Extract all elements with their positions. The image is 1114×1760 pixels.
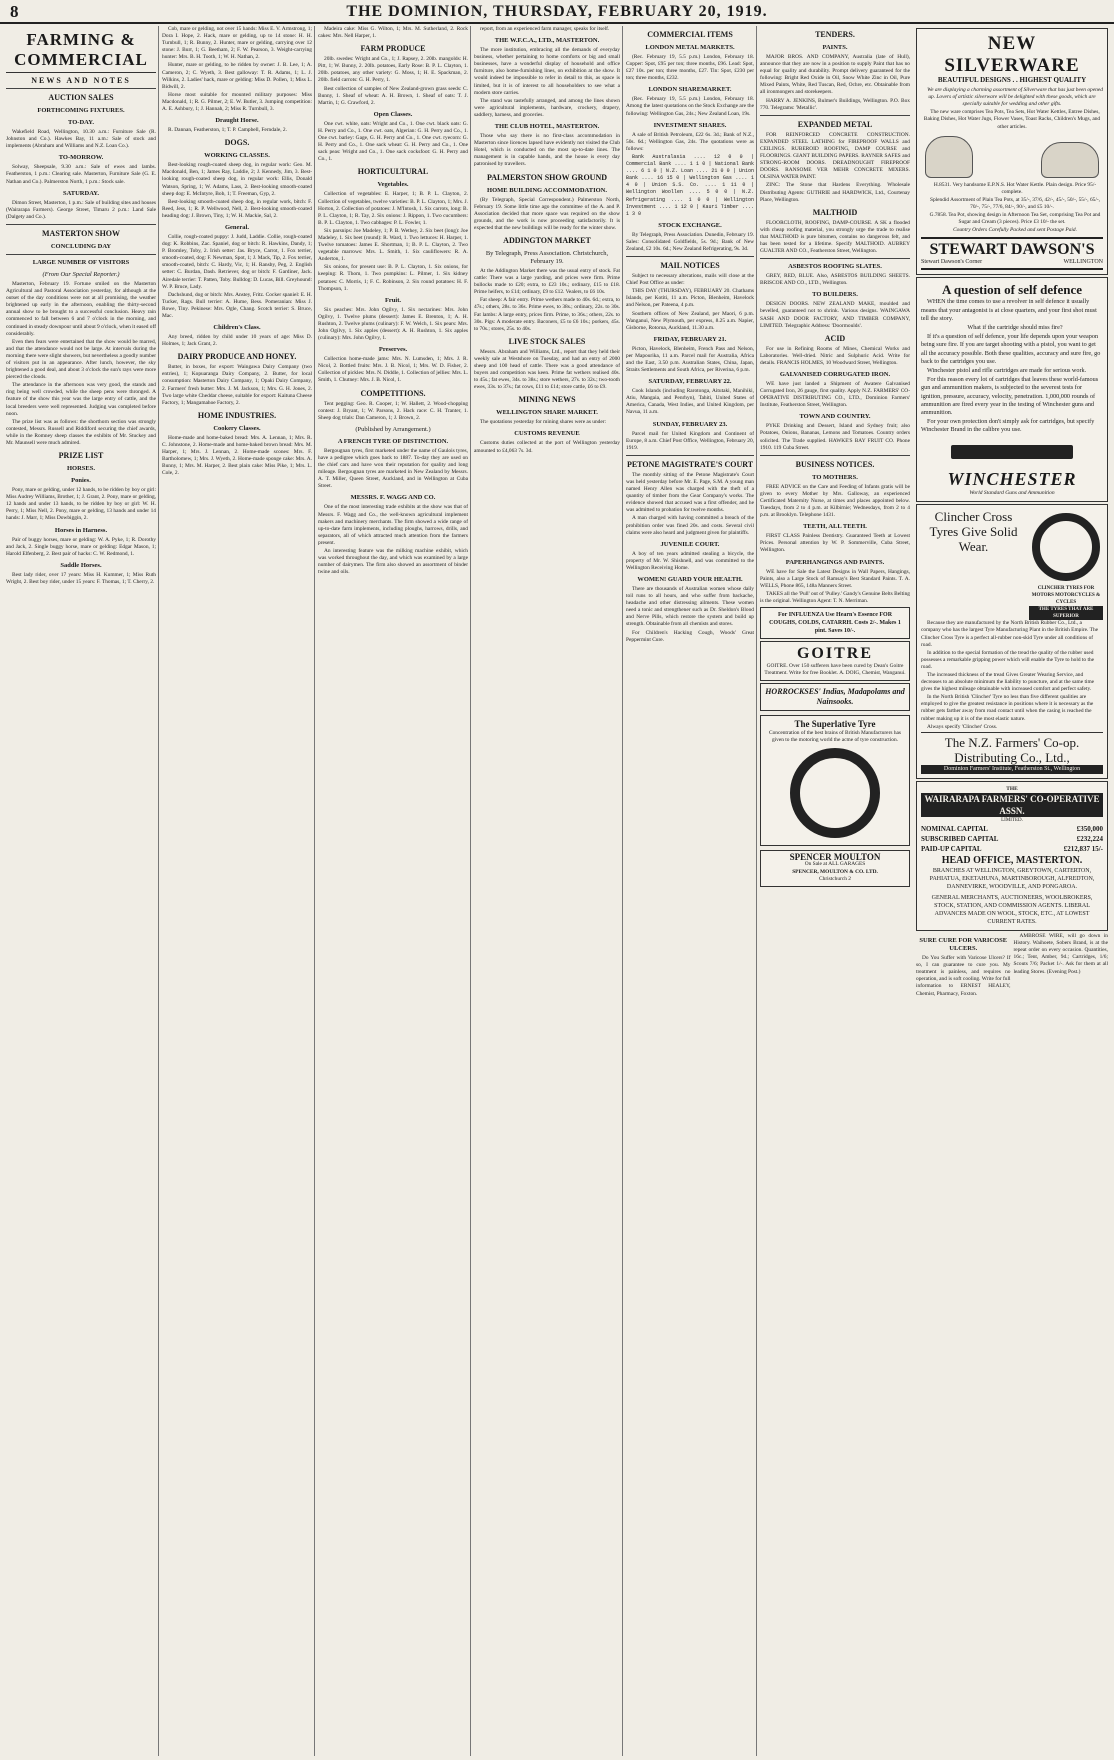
article-paragraph: Any breed, ridden by child under 10 years of age: Miss D. Holmes, 1; Jack Grant, 2. — [162, 334, 312, 348]
dairy-heading: DAIRY PRODUCE AND HONEY. — [177, 352, 297, 362]
ad-text: We are displaying a charming assortment of Silverware that has just been opened up. Lovers of artistic silverware will be delighted with these goods, which are specially suitable for wedding and other gifts. — [927, 87, 1103, 108]
article-paragraph: The prize list was as follows: the shorthorn section was strongly contested, Messrs. Russell and Riddiford securing the chief awards, while in the Romney sheep classes the exhibits of Mr. Stuckey and Mr. Maunsell were much admired. — [6, 418, 156, 446]
ad-text: H.8531. Very handsome E.P.N.S. Hot Water Kettle. Plain design. Price 95/- complete. — [933, 181, 1097, 195]
ad-text: The increased thickness of the tread Gives Greater Wearing Service, and decreases to an absolute minimum the liability to puncture, and at the same time gives the highest mileage obtainable with increased comfort and perfect safety. — [921, 671, 1095, 693]
spencer-sale: On Sale at ALL GARAGES — [804, 861, 866, 868]
ad-text: Because they are manufactured by the North British Rubber Co., Ltd., a company who has the largest Tyre Manufacturing Plant in the British Empire. The Clincher Cross Tyre is a perfect all-rubber non-skid Tyre under all conditions of road. — [921, 620, 1099, 648]
article-paragraph: The monthly sitting of the Petone Magistrate's Court was held yesterday before Mr. E. Page, S.M. A young man named Henry Allen was charged with the theft of a quantity of timber from the Gear Company's works. The evidence showed that accused was a first offender, and he was admitted to probation for twelve months. — [626, 471, 754, 514]
article-paragraph: 20lb. swedes: Wright and Co., 1; J. Rapsey, 2. 20lb. mangolds: H. Pitt, 1; W. Bunny, 2. 20lb. potatoes, Early Rose: B. P. L. Clayton, 1. 20lb. potatoes, any other variety: G. Moss, 1; H. E. Spackman, 2. 20lb. field carrots: G. H. Perry, 1. — [318, 56, 468, 84]
tenders-column — [760, 26, 910, 1754]
wfca-the: THE — [1006, 785, 1018, 792]
article-paragraph: Masterton, February 19. Fortune smiled on the Masterton Agricultural and Pastoral Association yesterday, for although at the outset of the day conditions were not at all promising, the weather brightened up early in the afternoon, enabling the thirty-second annual show to be brought to a successful conclusion. Heavy rain commenced to fall between 6 and 7 o'clock in the morning, and continued in steady downpour until about 9 o'clock, when it eased off considerably. — [6, 280, 156, 337]
article-paragraph: A sale of British Petroleum, £22 6s. 3d.; Bank of N.Z., 50s. 6d.; Wellington Gas, 24s. The quotations were as follows: — [626, 131, 754, 152]
addington-byline: By Telegraph, Press Association. Christchurch, February 19. — [485, 249, 609, 265]
ad-text: Always specify 'Clincher' Cross. — [927, 723, 998, 730]
article-paragraph: Picton, Havelock, Blenheim, French Pass and Nelson, per Mapourika, 11 a.m. Parcel mail for Australia, Africa and the East, 3.50 p.m. Australian States, China, Japan, Straits Settlements and South Africa, per Riverina, 6 p.m. — [626, 345, 754, 374]
ad-text: TAKES all the 'Pull' out of 'Pulley.' Gandy's Genuine Belts Belting is the original. Wellington Agent: T. N. Merriman. — [760, 590, 910, 604]
article-paragraph: The more institution, embracing all the demands of everyday business, whether pertaining to home comforts or big and small businesses, have a wonderful display of household and office furniture, also home-furnishing lines, on exhibition at the show. It would indeed be impossible to refer in detail to this, as space is limited, but it is of interest to all householders to see what a modern store carries. — [474, 47, 620, 96]
ad-text: For this reason every lot of cartridges that leaves these world-famous gun and ammunition makers, is subjected to the severest tests for ignition, pressure, accuracy, velocity, penetration. 1,000,000 rounds of ammunition are fired every year in the testing of Winchester guns and ammunition. — [921, 376, 1099, 417]
ad-text: G.7858. Tea Pot, showing design in Afternoon Tea Set, comprising Tea Pot and Sugar and Cream (3 pieces). Price £3 10/- the set. — [929, 212, 1101, 226]
article-paragraph: Dachshund, dog or bitch: Mrs. Anstey, Fritz. Cocker spaniel: E. H. Tucker, Rags. Bull terrier: A. Hume, Bess. Pomeranian: Miss J. Rowe, Tiny. Pekinese: Mrs. Ogle, Chang. Scotch terrier: S. Bruce, Mac. — [162, 291, 312, 319]
stewart-corner: Stewart Dawson's Corner — [921, 259, 983, 266]
article-paragraph: Collection of vegetables: E. Harper, 1; B. P. L. Clayton, 2. Collection of vegetables, twelve varieties: B. P. L. Clayton, 1; Mrs. J. Horton, 2. Collection of potatoes: J. M'Intosh, 1. Six carrots, long: B. P. L. Clayton, 1; R. Tay, 2. Six onions: J. Rippon, 1. Two cucumbers: B. P. L. Clayton, 1. Two cabbages: P. L. Fowler, 1. — [318, 191, 468, 226]
draught-heading: Draught Horse. — [215, 117, 259, 125]
acid-heading: ACID — [824, 333, 846, 343]
article-paragraph: Butter, in boxes, for export: Waingawa Dairy Company (two entries), 1; Kopuaranga Dairy Company, 2. Butter, for local consumption: Masterton Dairy Company, 1; Opaki Dairy Company, 2. Farmers' fresh butter: Mrs. J. M. Jackson, 1; Mrs. G. H. Jones, 2. Two large white Cheddar cheese, suitable for export: Kaituna Cheese Factory, 1; Mangamahoe Factory, 2. — [162, 364, 312, 406]
fixtures-heading: FORTHCOMING FIXTURES. — [37, 107, 125, 115]
article-paragraph: Collie, rough-coated puppy: J. Judd, Laddie. Collie, rough-coated dog: K. Robbins, Zac. Spaniel, dog or bitch: R. Hawkins, Dandy, 1; P. Bromley, Toby, 2. Irish setter: Jas. Bryce, Carrot, 1. Fox terrier, smooth-coated, dog: F. Newman, Spot, 1; J. Mack, Tip, 2. Fox terrier, smooth-coated, bitch: C. Hardy, Vic, 1; H. Ransby, Peg, 2. English setter: C. Burdan, Dash. Retriever, dog or bitch: F. Gardiner, Jack. Airedale terrier: T. Patten, Toby. Bulldog: D. Lucas, Bill. Greyhound: W. P. Bruce, Lady. — [162, 233, 312, 290]
article-paragraph: The stand was tastefully arranged, and among the lines shown were agricultural implements, hardware, crockery, drapery, saddlery, harness, and groceries. — [474, 97, 620, 118]
ad-text: In the North British 'Clincher' Tyre no less than five different qualities are employed to give the greatest resistance in positions where it is necessary as the rubber gets farther away from road contact until when the casing is reached the rubber making up it is of the most elastic nature. — [921, 694, 1094, 722]
share-market-heading: WELLINGTON SHARE MARKET. — [496, 409, 598, 417]
investment-heading: INVESTMENT SHARES. — [653, 121, 727, 129]
column-5 — [626, 26, 754, 1754]
column-1 — [6, 26, 156, 1754]
big-ads-column — [916, 26, 1108, 1754]
article-paragraph: Six parsnips: Joe Madeley, 1; P. B. Wethey, 2. Six beet (long): Joe Madeley, 1. Six beet (round): R. Ward, 1. Two lettuces: H. Harper, 1. Twelve tomatoes: James E. Shortman, 1; B. P. L. Clayton, 2. Two vegetable marrows: Mrs. L. Smith, 1. Six cauliflowers: R. A. Anderton, 1. — [318, 227, 468, 263]
malthoid-heading: MALTHOID — [812, 207, 858, 217]
accommodation-heading: HOME BUILDING ACCOMMODATION. — [487, 186, 607, 194]
capital-label: PAID-UP CAPITAL — [921, 845, 982, 854]
article-paragraph: Even then fears were entertained that the show would be marred, and that the attendance would not be large. At intervals during the morning there were slight showers, but nevertheless a goodly number of visitors put in an appearance. After lunch, however, the sky brightened a good deal, and about 3 o'clock the sun's rays were more pierced the clouds. — [6, 338, 156, 381]
article-paragraph: Parcel mail for United Kingdom and Continent of Europe, 8 a.m. Chief Post Office, Wellington, February 20, 1919. — [626, 430, 754, 451]
commercial-items-heading: COMMERCIAL ITEMS — [647, 30, 733, 39]
goitre-title: GOITRE — [796, 644, 873, 662]
article-paragraph: Fat sheep: A fair entry. Prime wethers made to 40s. 6d.; extra, to 47s.; others, 28s. to 36s. Prime ewes, to 38s.; ordinary, 22s. to 30s. Fat lambs: A large entry, prices firm. Prime, to 36s.; others, 22s. to 30s. Pigs: A moderate entry. Baconers, £5 to £6 10s.; porkers, 45s. to 70s.; stores, 25s. to 40s. — [474, 297, 620, 332]
spencer-ad — [760, 850, 910, 886]
article-paragraph: Best collection of samples of New Zealand-grown grass seeds: C. Bunny, 1. Sheaf of wheat: A. H. Brown, 1. Sheaf of oats: T. J. Martin, 1; G. Crawford, 2. — [318, 85, 468, 106]
article-paragraph: Best lady rider, over 17 years: Miss H. Kummer, 1; Miss Ruth Wright, 2. Best boy rider, under 15 years: F. Thomas, 1; T. Cherry, 2. — [6, 571, 156, 585]
live-stock-heading: LIVE STOCK SALES — [508, 336, 586, 346]
article-paragraph: By Telegraph, Press Association. Dunedin, February 19. Sales: Consolidated Goldfields, 5s. 9d.; Bank of New Zealand, £2 10s. 6d.; New Zealand Refrigerating, 9s. 3d. — [626, 231, 754, 252]
dogs-heading: DOGS. — [224, 138, 250, 148]
capital-label: SUBSCRIBED CAPITAL — [921, 835, 999, 844]
article-paragraph: Horse most suitable for mounted military purposes: Miss Macdonald, 1; R. G. Pilmer, 2; E. W. Butler, 3. Jumping competition: A. E. Ashbury, 1; J. Hannah, 2; Miss R. Turnbull, 3. — [162, 91, 312, 113]
article-paragraph: Subject to necessary alterations, mails will close at the Chief Post Office as under: — [626, 273, 754, 287]
article-paragraph: Hunter, mare or gelding, to be ridden by owner: J. B. Lee, 1; A. Cameron, 2; C. Wyeth, 3. Best galloway: T. R. Adams, 1; L. J. Wilkins, 2. Ladies' hack, mare or gelding: Miss D. Pollen, 1; Miss L. Bidwill, 2. — [162, 62, 312, 90]
spencer-place: Christchurch 2 — [819, 875, 851, 882]
ad-text: HARRY A. JENKINS, Bulmer's Buildings, Wellington. P.O. Box 770. Telegrams: 'Metallic'. — [760, 97, 910, 111]
winchester-logo: WINCHESTER — [947, 468, 1077, 489]
mothers-heading: TO MOTHERS. — [812, 473, 858, 481]
asbestos-heading: ASBESTOS ROOFING SLATES. — [788, 263, 882, 271]
general-heading: General. — [224, 223, 249, 231]
goitre-ad-text: GOITRE. Over 150 sufferers have been cured by Dean's Goitre Treatment. Write for free Booklet. A. DOIG, Chemist, Wanganui. — [764, 662, 906, 677]
article-paragraph: Bergougnan tyres, first marketed under the name of Gaulois tyres, have a pedigree which goes back to 1887. To-day they are used on the chief cars and have won their reputation for quality and long mileage. Bergougnan tyres are marketed in New Zealand by Messrs. A. T. Miller, Queen Street, Auckland, and in Wellington at Cuba Street. — [318, 447, 468, 490]
page-number: 8 — [10, 2, 19, 21]
harness-heading: Horses in Harness. — [54, 526, 108, 534]
home-industries-heading: HOME INDUSTRIES. — [197, 410, 277, 420]
clincher-badge: CLINCHER TYRES FOR MOTORS MOTORCYCLES & CYCLES — [1031, 585, 1101, 606]
stewart-city: WELLINGTON — [1063, 259, 1103, 266]
superlative-text: Concentration of the best brains of British Manufacturers has given to the motoring world the acme of tyre construction. — [768, 730, 902, 744]
fruit-heading: Fruit. — [384, 296, 402, 304]
ad-text: GREY, RED, BLUE. Also, ASBESTOS BUILDING SHEETS. BRISCOE AND CO., LTD., Wellington. — [760, 273, 910, 287]
paints-heading: PAINTS. — [822, 44, 848, 51]
article-paragraph: For Children's Hacking Cough, Woods' Great Peppermint Cure. — [626, 629, 754, 643]
varicose-ad — [916, 933, 1011, 999]
article-paragraph: Best-looking rough-coated sheep dog, in regular work: Geo. M. Macdonald, Ben, 1; James Ray, Laddie, 2; J. Kennedy, Jim, 3. Best-looking rough-coated sheep dog, in regular work: Ellis, Donald Watson, Spring, 1; W. Adams, Lass, 2. Best-looking smooth-coated sheep dog: E. McIntyre, Bob, 1; T. Freeman, Gyp, 2. — [162, 162, 312, 197]
ad-text: FOR REINFORCED CONCRETE CONSTRUCTION. EXPANDED STEEL LATHING for FIREPROOF WALLS and CEILINGS. RUBEROID ROOFING, DAMP COURSE and FLOORINGS. GIANT BUILDING PAPERS. RAYNER SAFES and STRONG-ROOM DOORS. DREADNOUGHT FIREPROOF DOORS. RANSOME VER MEHR CONCRETE MIXERS. OLSINA WATER PAINT. — [760, 131, 910, 181]
clincher-tyre-icon — [1032, 513, 1100, 581]
stewart-dawson-name: STEWART DAWSON'S — [929, 241, 1095, 259]
influenza-ad-text: For INFLUENZA Use Hearn's Essence FOR COUGHS, COLDS, CATARRH. Costs 2/-. Makes 1 pint. Saves 10/-. — [769, 611, 901, 634]
column-4 — [474, 26, 620, 1754]
ad-text: WHEN the time comes to use a revolver in self defence it usually means that your antagonist is at close quarters, and your first shot must tell the story. — [921, 298, 1097, 322]
article-paragraph: Tent pegging: Geo. R. Cooper, 1; W. Hallett, 2. Wood-chopping contest: J. Bryant, 1; W. Parsons, 2. Hack race: C. H. Tranter, 1. Sheep dog trials: Dan Cameron, 1; J. Brown, 2. — [318, 400, 468, 421]
article-paragraph: Dimon Street, Masterton, 1 p.m.: Sale of building sites and houses (Wairarapa Farmers). George Street, Timaru 2 p.m.: Land Sale (Dalgety and Co.). — [6, 199, 156, 220]
visitors-heading: LARGE NUMBER OF VISITORS — [32, 258, 130, 266]
horticultural-heading: HORTICULTURAL — [357, 167, 429, 177]
palmerston-heading: PALMERSTON SHOW GROUND — [486, 172, 607, 182]
article-paragraph: Cook Islands (including Rarotonga, Aitutaki, Manihiki, Atiu, Mangaia, and Penrhyn), Tahiti, United States of America, Canada, West Indies, and United Kingdom, per Navua, 11 a.m. — [626, 388, 754, 416]
ad-text: Do You Suffer with Varicose Ulcers? If so, I can guarantee to cure you. My treatment is painless, and requires no operation, and is soft cooling. Write for full information to ERNEST HEALEY, Chemist, Pharmacy, Foxton. — [916, 955, 1011, 997]
nzfc-subtitle: Dominion Farmers' Institute, Featherston St., Wellington — [921, 765, 1103, 774]
prize-list-heading: PRIZE LIST — [58, 451, 104, 461]
silverware-ad — [916, 28, 1108, 275]
article-paragraph: Messrs. Abraham and Williams, Ltd., report that they held their weekly sale at Westshore on Tuesday, and had an entry of 2000 sheep and 100 head of cattle. There was a good attendance of buyers and competition was keen. Prime fat wethers realised 40s. to 45s.; fat ewes, 34s. to 38s.; store wethers, 27s. to 32s.; two-tooth ewes, 33s. to 37s.; fat cows, £11 to £14; store cattle, £6 to £9. — [474, 348, 620, 391]
preserves-heading: Preserves. — [378, 346, 408, 354]
london-sharemarket-heading: LONDON SHAREMARKET. — [648, 86, 732, 94]
winchester-tagline: World Standard Guns and Ammunition — [969, 489, 1055, 496]
teeth-heading: TEETH, ALL TEETH. — [803, 523, 867, 531]
section-subtitle: NEWS AND NOTES — [31, 76, 131, 85]
customs-heading: CUSTOMS REVENUE — [514, 430, 580, 438]
ponies-heading: Ponies. — [71, 477, 91, 485]
ad-text: The new ware comprises Tea Pots, Tea Sets, Hot Water Kettles, Entree Dishes, Baking Dishes, Hot Water Jugs, Flower Vases, Toast Racks, Children's Mugs, and other articles. — [923, 109, 1101, 130]
club-hotel-heading: THE CLUB HOTEL, MASTERTON. — [494, 123, 600, 131]
ambrose-ad — [1014, 933, 1109, 999]
horrockses-ad — [760, 683, 910, 711]
article-paragraph: Six peaches: Mrs. John Ogilvy, 1. Six nectarines: Mrs. John Ogilvy, 1. Twelve plums (dessert): James E. Brenton, 1; A. H. Rushton, 2. Twelve plums (culinary): F. W. Welch, 1. Six pears: Mrs. John Ogilvy, 1. Six apples (dessert): A. H. Rushton, 1. Six apples (culinary): Mrs. John Ogilvy, 1. — [318, 306, 468, 342]
spencer-title: SPENCER MOULTON — [789, 852, 881, 863]
column-3 — [318, 26, 468, 1754]
article-paragraph: Solway, Sheepsale, 9.30 a.m.: Sale of ewes and lambs. Featherston, 1 p.m.: Clearing sale. Masterton, Furniture Sale (G. E. Nathan and Co.). Palmerston North, 1 p.m.: Stock sale. — [6, 164, 156, 185]
kettle-icon — [925, 136, 973, 178]
ad-text: FLOORCLOTH, ROOFING, DAMP-COURSE. A SK a flooded with cheap roofing material, you strongly urge the trade to realise that MALTHOID is pure bitumen, contains no dangerous felt, and has been tested for a lifetime. Specify MALTHOID. AUBREY GUALTER AND CO., Featherston Street, Wellington. — [760, 219, 910, 255]
winchester-ad — [916, 277, 1108, 501]
addington-heading: ADDINGTON MARKET — [503, 235, 591, 245]
clincher-tag: THE TYRES THAT ARE SUPERIOR — [1029, 606, 1103, 620]
article-paragraph: One cwt. white, oats: Wright and Co., 1. One cwt. black oats: G. H. Perry and Co., 1. One cwt. oats, Algerian: G. H. Perry and Co., 1. One cwt. barley: Gage, G. H. Perry and Co., 1. One cwt. ryecorn: G. H. Perry and Co., 1. One sack wheat: G. H. Perry and Co., 1. One sack peas: Wright and Co., 1. One sack cocksfoot: G. H. Perry and Co., 1. — [318, 120, 468, 163]
competitions-heading: COMPETITIONS. — [360, 388, 426, 398]
ad-text: FIRST CLASS Painless Dentistry. Guaranteed Teeth at Lowest Prices. Personal attention by W. P. Sommerville, Cuba Street, Wellington. — [760, 533, 910, 554]
sunday-heading: SUNDAY, FEBRUARY 23. — [652, 420, 728, 428]
masthead — [0, 0, 1114, 24]
article-paragraph: (Rec. February 19, 5.5 p.m.) London, February 18. Among the latest quotations on the Stock Exchange are the following: Wellington Gas, 24s.; New Zealand Loan, 19s. — [626, 96, 754, 117]
published-note: (Published by Arrangement.) — [355, 425, 431, 433]
article-paragraph: The quotations yesterday for mining shares were as under: — [480, 419, 607, 426]
vegetables-heading: Vegetables. — [377, 181, 409, 189]
capital-label: NOMINAL CAPITAL — [921, 825, 988, 834]
article-paragraph: An interesting feature was the milking machine exhibit, which was worked throughout the day, and which was examined by a large number of dairymen. The firm also showed an assortment of binder twine and oils. — [318, 547, 468, 576]
ad-text: For your own protection don't simply ask for cartridges, but specify Winchester Brand in the calibre you use. — [921, 418, 1095, 434]
ad-text: For use in Refining Rooms of Mines, Chemical Works and Laboratories. Well-dried. Nitric and Sulphuric Acid. Write for details. FRANCIS HOLMES, 10 Woodward Street, Wellington. — [760, 345, 910, 366]
horrockses-ad-text: HORROCKSES' Indias, Madapolams and Nainsooks. — [765, 687, 905, 707]
article-paragraph: Six onions, for present use: B. P. L. Clayton, 1. Six onions, for keeping: R. Thom, 1. Two pumpkins: L. Pilmer, 1. Six kidney potatoes: C. Morris, 1; F. C. Robinson, 2. Six round potatoes: H. F. Thompson, 1. — [318, 264, 468, 292]
masthead-title: THE DOMINION, THURSDAY, FEBRUARY 20, 1919. — [346, 3, 768, 20]
varicose-title: SURE CURE FOR VARICOSE ULCERS. — [919, 937, 1008, 953]
capital-value: £212,837 15/- — [1063, 845, 1103, 854]
wagg-heading: MESSRS. F. WAGG AND CO. — [350, 494, 436, 502]
ad-text: DESIGN DOORS. NEW ZEALAND MAKE, moulded and bevelled, guaranteed not to shrink. Various designs. WAINGAWA SASH AND DOOR FACTORY, AND TIMBER COMPANY, LIMITED. Telegraphic Address: 'Doormoulds'. — [760, 301, 910, 329]
spencer-company: SPENCER, MOULTON & CO. LTD. — [792, 868, 878, 875]
french-tyre-heading: A FRENCH TYRE OF DISTINCTION. — [337, 437, 449, 445]
business-heading: BUSINESS NOTICES. — [795, 459, 875, 469]
open-classes-heading: Open Classes. — [373, 110, 413, 118]
teapot-icon — [1041, 142, 1099, 178]
article-paragraph: (By Telegraph, Special Correspondent.) Palmerston North, February 19. Some little time ago the committee of the A. and P. Association decided that more space was required on the show grounds, and the work is now proceeding satisfactorily. It is expected that the new buildings will be ready for the winter show. — [474, 196, 620, 231]
silverware-subtitle: BEAUTIFUL DESIGNS . . HIGHEST QUALITY — [937, 76, 1087, 84]
rifle-icon — [951, 445, 1073, 459]
article-paragraph: A boy of ten years admitted stealing a bicycle, the property of Mr. W. Shishnell, and was committed to the Wellington Receiving Home. — [626, 550, 754, 571]
byline: (From Our Special Reporter.) — [42, 270, 120, 278]
ad-text: If it's a question of self defence, your life depends upon your weapon being sure fire. If you are target shooting with a pistol, you want to get all the accuracy possible. Both these qualities, accuracy and sure fire, go back to the cartridges you use. — [921, 333, 1101, 365]
clincher-ad — [916, 504, 1108, 779]
capital-value: £350,000 — [1076, 825, 1103, 834]
wfca-title: WAIRARAPA FARMERS' CO-OPERATIVE ASSN. — [921, 793, 1103, 817]
working-heading: WORKING CLASSES. — [204, 152, 270, 160]
wfca-limited: LIMITED. — [1001, 817, 1023, 823]
court-heading: PETONE MAGISTRATE'S COURT — [626, 459, 754, 469]
section-title: FARMING & COMMERCIAL — [6, 26, 156, 73]
friday-heading: FRIDAY, FEBRUARY 21. — [653, 335, 727, 343]
ad-text: MAJOR BROS. AND COMPANY, Australia (late of Hull), announce that they are now in a position to supply Paint that has no equal for quality and durability. Prompt delivery guaranteed for the following: Bright Red Oxide in Oil, Snow White Zinc in Oil, Pure Mixed Paints, White, Red Tuscan, Red, Ochre, etc. Obtainable from all ironmongers and storekeepers. — [760, 54, 910, 96]
article-paragraph: Pony, mare or gelding, under 12 hands, to be ridden by boy or girl: Miss Audrey Williams, Brother, 1; J. Grant, 2. Pony, mare or gelding, 12 hands and under 13 hands, to be ridden by boy or girl: W. H. Perry, 1; Miss Nell, 2. Pony, mare or gelding, 13 hands and under 14 hands: J. Marr, 1; Miss Dowbiggin, 2. — [6, 487, 156, 522]
nzfc-title: The N.Z. Farmers' Co-op. Distributing Co., Ltd., — [921, 732, 1103, 765]
cookery-heading: Cookery Classes. — [213, 424, 261, 432]
paperhangings-heading: PAPERHANGINGS AND PAINTS. — [785, 558, 885, 566]
superlative-ad — [760, 715, 910, 846]
ad-text: FREE ADVICE on the Care and Feeding of Infants gratis will be given to every Mother by Mrs. Galloway, an experienced Certificated Maternity Nurse, at times and places appointed below. Tuesdays, from 2 to 4 p.m. at Kilbirnie; Wednesdays, from 2 to 4 p.m. at Brooklyn. Telephone 1431. — [760, 483, 910, 519]
ad-text: What if the cartridge should miss fire? — [967, 324, 1063, 332]
stock-exchange-heading: STOCK EXCHANGE. — [658, 221, 722, 229]
article-paragraph: Collection home-made jams: Mrs. N. Lumsden, 1; Mrs. J. R. Nicol, 2. Bottled fruits: Mrs. J. B. Nicol, 1; Mrs. W. D. Fisher, 2. Collection of pickles: Mrs. N. Diddle, 1. Collection of jellies: Mrs. L. Smith, 1. Chutney: Mrs. J. B. Nicol, 1. — [318, 356, 468, 384]
children-heading: Children's Class. — [213, 324, 261, 332]
goitre-ad — [760, 641, 910, 681]
ad-text: Country Orders Carefully Packed and sent Postage Paid. — [953, 227, 1077, 234]
article-paragraph: Wakefield Road, Wellington, 10.30 a.m.: Furniture Sale (R. Johnston and Co.). Hawkes Bay, 11 a.m.: Sale of stock and implements (Abraham and Williams and N.Z. Loan Co.). — [6, 129, 156, 150]
juvenile-heading: JUVENILE COURT. — [660, 540, 720, 548]
tyre-ads-row — [760, 713, 910, 848]
mail-notices-heading: MAIL NOTICES — [660, 261, 720, 271]
metal-heading: EXPANDED METAL — [797, 119, 873, 129]
ad-text: AMBROSE WIRE, will go down in History. Waihoete, Sobers Brand, is at the repeat order on every occasion. Quantities, 16c.; Tent, Amber, 9d.; Cartridges, 1/6; Scouts 7/6; Packet 1/-. Ask for them at all leading Stores. (Evening Post.) — [1013, 933, 1108, 975]
article-paragraph: Southern offices of New Zealand, per Maori, 6 p.m. Wanganui, New Plymouth, per express, 8.25 a.m. Napier, Gisborne, Rotorua, Auckland, 11.30 a.m. — [626, 310, 754, 331]
wairarapa-ad — [916, 781, 1108, 931]
ad-text: ZINC: The Stone that Hardens Everything. Wholesale Distributing Agents: GUTHRIE and HARDWICK, Ltd., Courtenay Place, Wellington. — [760, 182, 910, 203]
town-country-heading: TOWN AND COUNTRY. — [799, 413, 871, 421]
small-ads-row — [916, 933, 1108, 999]
column-6 — [760, 26, 1108, 1754]
article-paragraph: (Rec. February 19, 5.5 p.m.) London, February 18. Copper: Spot, £95 per ton; three months, £96. Lead: Spot, £27 10s. per ton; three months, £27. Tin: Spot, £230 per ton; three months, £232. — [626, 54, 754, 82]
article-paragraph: Customs duties collected at the port of Wellington yesterday amounted to £4,063 7s. 3d. — [474, 440, 620, 454]
show-heading: MASTERTON SHOW — [41, 228, 121, 238]
general-merchants: GENERAL MERCHANTS, AUCTIONEERS, WOOLBROKERS, STOCK, STATION, AND COMMISSION AGENTS. LIBERAL ADVANCES MADE ON WOOL, STOCK, ETC., AT LOWEST CURRENT RATES. — [931, 895, 1093, 926]
today-heading: TO-DAY. — [68, 119, 94, 127]
ad-text: In addition to the special formation of the tread the quality of the rubber used possesses a remarkable gripping power which will enable the Tyre to hold to the road. — [921, 649, 1095, 670]
branches: BRANCHES AT WELLINGTON, GREYTOWN, CARTERTON, PAHIATUA, EKETAHUNA, MARTINBOROUGH, ALFREDTON, DANNEVIRKE, WOODVILLE, AND PONGAROA. — [929, 868, 1095, 891]
ad-text: WE have just landed a Shipment of Awatere Galvanised Corrugated Iron, 26 gauge, first quality. Apply N.Z. FARMERS' CO-OPERATIVE DISTRIBUTING CO., LTD., Dominion Farmers' Institute, Featherston Street, Wellington. — [760, 381, 910, 409]
tenders-heading: TENDERS. — [815, 30, 855, 39]
tomorrow-heading: TO-MORROW. — [58, 154, 104, 162]
superlative-title: The Superlative Tyre — [794, 719, 876, 730]
galvanised-heading: GALVANISED CORRUGATED IRON. — [779, 371, 891, 378]
ad-text: Splendid Assortment of Plain Tea Pots, at 35/-, 37/6, 42/-, 45/-, 50/-, 55/-, 65/-, 70/-, 75/-, 77/6, 84/-, 90/-, and £5 10/-. — [929, 196, 1101, 210]
article-paragraph: Madeira cake: Miss G. Wilton, 1; Mrs. M. Sutherland, 2. Rock cakes: Mrs. Nell Harper, 1. — [318, 26, 468, 40]
auction-heading: AUCTION SALES — [48, 93, 114, 103]
horses-heading: HORSES. — [67, 465, 95, 473]
saturday-heading: SATURDAY. — [62, 189, 100, 197]
share-table: Bank Australasia .... 12 0 0 | Commercial Bank .... 1 1 0 | National Bank .... 6 1 0 | N.Z. Loan .... 21 0 0 | Union Bank .... 16 15 0 | Wellington Gas .... 1 4 0 | Union S.S. Co. .... 1 11 0 | Wellington Woollen .... 5 0 0 | N.Z. Refrigerating .... 1 0 0 | Wellington Investment .... 1 12 0 | Kauri Timber .... 1 3 0 — [626, 153, 754, 217]
article-paragraph: Best-looking smooth-coated sheep dog, in regular work, bitch: F. Reed, Jess, 1; R. P. Wellwood, Nell, 2. Best-looking smooth-coated heading dog: J. Brown, Tiny, 1; W. H. Mackie, Sal, 2. — [162, 198, 312, 219]
head-office: HEAD OFFICE, MASTERTON. — [941, 855, 1083, 867]
article-paragraph: report, from an experienced farm manager, speaks for itself. — [480, 26, 610, 32]
mining-heading: MINING NEWS — [518, 395, 576, 405]
london-metals-heading: LONDON METAL MARKETS. — [645, 44, 735, 51]
ad-text: PYKE Drinking and Dessert, Island and Sydney fruit; also Potatoes, Onions, Bananas, Lemons and Tomatoes. Country orders solicited. The Trade supplied. HAWKE'S BAY FRUIT CO. Phone 1910. 119 Cuba Street. — [760, 423, 910, 451]
column-2 — [162, 26, 312, 1754]
wfca-heading: THE W.F.C.A., LTD., MASTERTON. — [494, 37, 600, 45]
article-paragraph: Those who say there is no first-class accommodation in Masterton since licences lapsed have evidently not visited the Club Hotel, which is conducted on the most up-to-date lines. The management is in capable hands, and the house is every day patronised by travellers. — [474, 133, 620, 168]
tyre-icon — [790, 748, 880, 838]
builders-heading: TO BUILDERS. — [812, 291, 858, 299]
article-paragraph: There are thousands of Australian women whose daily toil runs to all hours, and who suffer from backache, headache and other distressing ailments. These women need a tonic and strengthener such as Dr. Sheldon's Blood and Nerve Pills, which restore the system and build up strength. Obtainable from all chemists and stores. — [626, 585, 754, 628]
show-subheading: CONCLUDING DAY — [50, 242, 112, 250]
defence-title: A question of self defence — [941, 282, 1083, 298]
article-paragraph: The attendance in the afternoon was very good, the stands and ring being well crowded, while the sheep pens were thronged. A feature of the show this year was the large entry of cattle, and the local breeders were well represented. Judging was completed before noon. — [6, 382, 156, 417]
farm-produce-heading: FARM PRODUCE — [360, 44, 426, 54]
capital-value: £232,224 — [1076, 835, 1103, 844]
article-paragraph: THIS DAY (THURSDAY), FEBRUARY 20. Chathams Islands, per Kotiti, 11 a.m. Picton, Blenheim, Havelock and Nelson, per Pateena, 4 p.m. — [626, 288, 754, 309]
article-paragraph: One of the most interesting trade exhibits at the show was that of Messrs. F. Wagg and Co., the well-known agricultural implement makers and machinery merchants. The firm showed a wide range of up-to-date farm implements, including ploughs, harrows, drills, and separators, all of which attracted much attention from the farmers present. — [318, 504, 468, 546]
article-paragraph: A man charged with having committed a breach of the prohibition order was fined 20s. and costs. Several civil claims were also heard and judgment given for plaintiffs. — [626, 515, 754, 536]
article-paragraph: Pair of buggy horses, mare or gelding: W. A. Pyke, 1; R. Dorothy and Jack, 2. Single buggy horse, mare or gelding: Edgar Mason, 1; Harold Elfenberg, 2. Best pair of hacks: C. W. Redmond, 1. — [6, 536, 156, 557]
article-paragraph: Cob, mare or gelding, not over 15 hands: Miss E. V. Armstrong, 1; Dora I. Hope, 2. Hack, mare or gelding, up to 14 stone: H. H. Turnbull, 1; R. Bunny, 2. Hunter, mare or gelding, carrying over 12 stone: J. Burr, 1; G. Beetham, 2; F. W. Pearson, 3. Weight-carrying hunter: Mrs. B. H. Tooth, 1; W. H. Nathan, 2. — [162, 26, 312, 61]
saddle-heading: Saddle Horses. — [60, 561, 102, 569]
article-paragraph: Home-made and home-baked bread: Mrs. A. Lennan, 1; Mrs. R. C. Johnstone, 2. Home-made and home-baked brown bread: Mrs. M. Harper, 1; Mrs. J. Lennan, 2. Home-made scones: Mrs. F. Bartholomew, 1; Mrs. J. Wyeth, 2. Home-made sponge cake: Mrs. A. Bunny, 1; Mrs. M. Harper, 2. Best plain cake: Miss Pike, 1; Mrs. L. Cole, 2. — [162, 434, 312, 477]
clincher-title: Clincher Cross Tyres Give Solid Wear. — [929, 508, 1018, 554]
ad-text: WE have for Sale the Latest Designs in Wall Papers, Hangings, Paints, also a Large Stock of Ramsay's Best Standard Paints. T. A. WELLS, Phone 865, 148a Manners Street. — [760, 568, 910, 589]
influenza-ad — [760, 607, 910, 639]
silverware-title: NEW SILVERWARE — [944, 33, 1080, 76]
article-paragraph: At the Addington Market there was the usual entry of stock. Fat cattle: There was a large yarding, and prices were firm. Prime bullocks made to £20; extra, to £23 10s.; ordinary, £15 to £18. Prime heifers, to £14; ordinary, £9 to £12. Vealers, to £6 10s. — [474, 267, 620, 296]
women-heading: WOMEN! GUARD YOUR HEALTH. — [637, 575, 743, 583]
article-paragraph: R. Dannan, Featherston, 1; T. P. Campbell, Ferndale, 2. — [168, 127, 287, 134]
ad-text: Winchester pistol and rifle cartridges are made for serious work. — [927, 367, 1087, 375]
saturday-heading: SATURDAY, FEBRUARY 22. — [648, 378, 732, 386]
